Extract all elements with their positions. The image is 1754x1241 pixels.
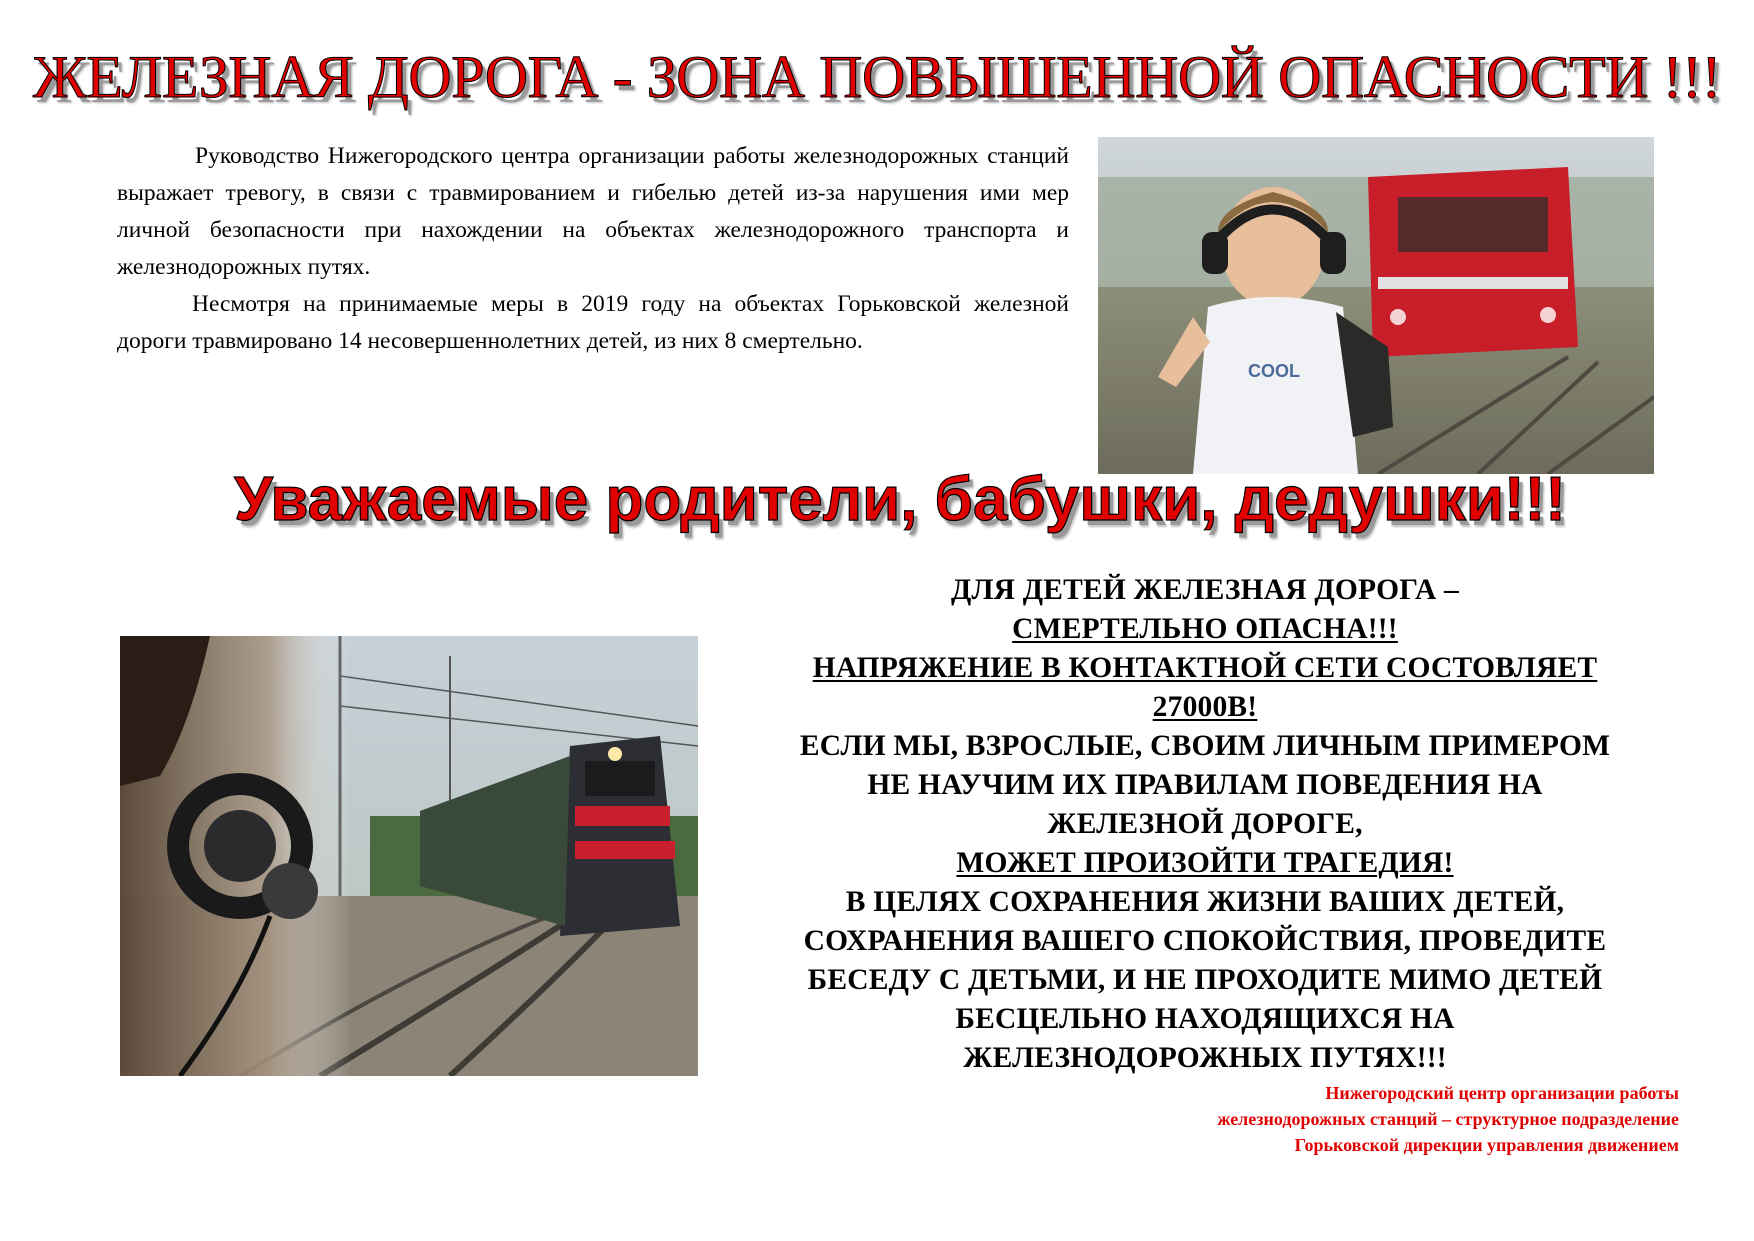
intro-text bbox=[117, 138, 1069, 360]
warning-line-9: В ЦЕЛЯХ СОХРАНЕНИЯ ЖИЗНИ ВАШИХ ДЕТЕЙ, bbox=[845, 886, 1565, 918]
warning-line-2: СМЕРТЕЛЬНО ОПАСНА!!! bbox=[1012, 613, 1398, 645]
footer-line-2: железнодорожных станций – структурное подразделение bbox=[1217, 1109, 1679, 1129]
svg-text:COOL: COOL bbox=[1248, 361, 1300, 381]
warning-line-8: МОЖЕТ ПРОИЗОЙТИ ТРАГЕДИЯ! bbox=[956, 847, 1454, 879]
warning-line-13: ЖЕЛЕЗНОДОРОЖНЫХ ПУТЯХ!!! bbox=[963, 1042, 1447, 1074]
footer-line-1: Нижегородский центр организации работы bbox=[1325, 1083, 1679, 1103]
warning-line-11: БЕСЕДУ С ДЕТЬМИ, И НЕ ПРОХОДИТЕ МИМО ДЕТЕЙ bbox=[807, 964, 1603, 996]
greeting-heading: Уважаемые родители, бабушки, дедушки!!! bbox=[234, 465, 1566, 534]
warning-line-4: 27000В! bbox=[1152, 691, 1258, 723]
footer-line-3: Горьковской дирекции управления движением bbox=[1294, 1135, 1679, 1155]
warning-block bbox=[730, 571, 1680, 1078]
warning-line-5: ЕСЛИ МЫ, ВЗРОСЛЫЕ, СВОИМ ЛИЧНЫМ ПРИМЕРОМ bbox=[799, 730, 1611, 762]
intro-paragraph-2: Несмотря на принимаемые меры в 2019 году на объектах Горьковской железной дороги травмировано 14 несовершеннолетних детей, из них 8 смертельно. bbox=[117, 291, 1069, 354]
poster-title: ЖЕЛЕЗНАЯ ДОРОГА - ЗОНА ПОВЫШЕННОЙ ОПАСНОСТИ !!! bbox=[33, 44, 1721, 110]
warning-line-3: НАПРЯЖЕНИЕ В КОНТАКТНОЙ СЕТИ СОСТОВЛЯЕТ bbox=[812, 652, 1598, 684]
warning-line-7: ЖЕЛЕЗНОЙ ДОРОГЕ, bbox=[1047, 808, 1363, 840]
photo-boy-with-headphones-near-train bbox=[1098, 137, 1654, 474]
warning-line-1: ДЛЯ ДЕТЕЙ ЖЕЛЕЗНАЯ ДОРОГА – bbox=[951, 574, 1459, 606]
warning-line-10: СОХРАНЕНИЯ ВАШЕГО СПОКОЙСТВИЯ, ПРОВЕДИТЕ bbox=[803, 925, 1607, 957]
intro-paragraph-1: Руководство Нижегородского центра организации работы железнодорожных станций выражает тревогу, в связи с травмированием и гибелью детей из-за нарушения ими мер личной безопасности при нахождении на объектах железнодорожного транспорта и железнодорожных путях. bbox=[117, 143, 1069, 280]
warning-line-6: НЕ НАУЧИМ ИХ ПРАВИЛАМ ПОВЕДЕНИЯ НА bbox=[867, 769, 1543, 801]
warning-line-12: БЕСЦЕЛЬНО НАХОДЯЩИХСЯ НА bbox=[955, 1003, 1455, 1035]
footer-signature bbox=[979, 1080, 1679, 1158]
photo-headphones-and-train bbox=[120, 636, 698, 1076]
